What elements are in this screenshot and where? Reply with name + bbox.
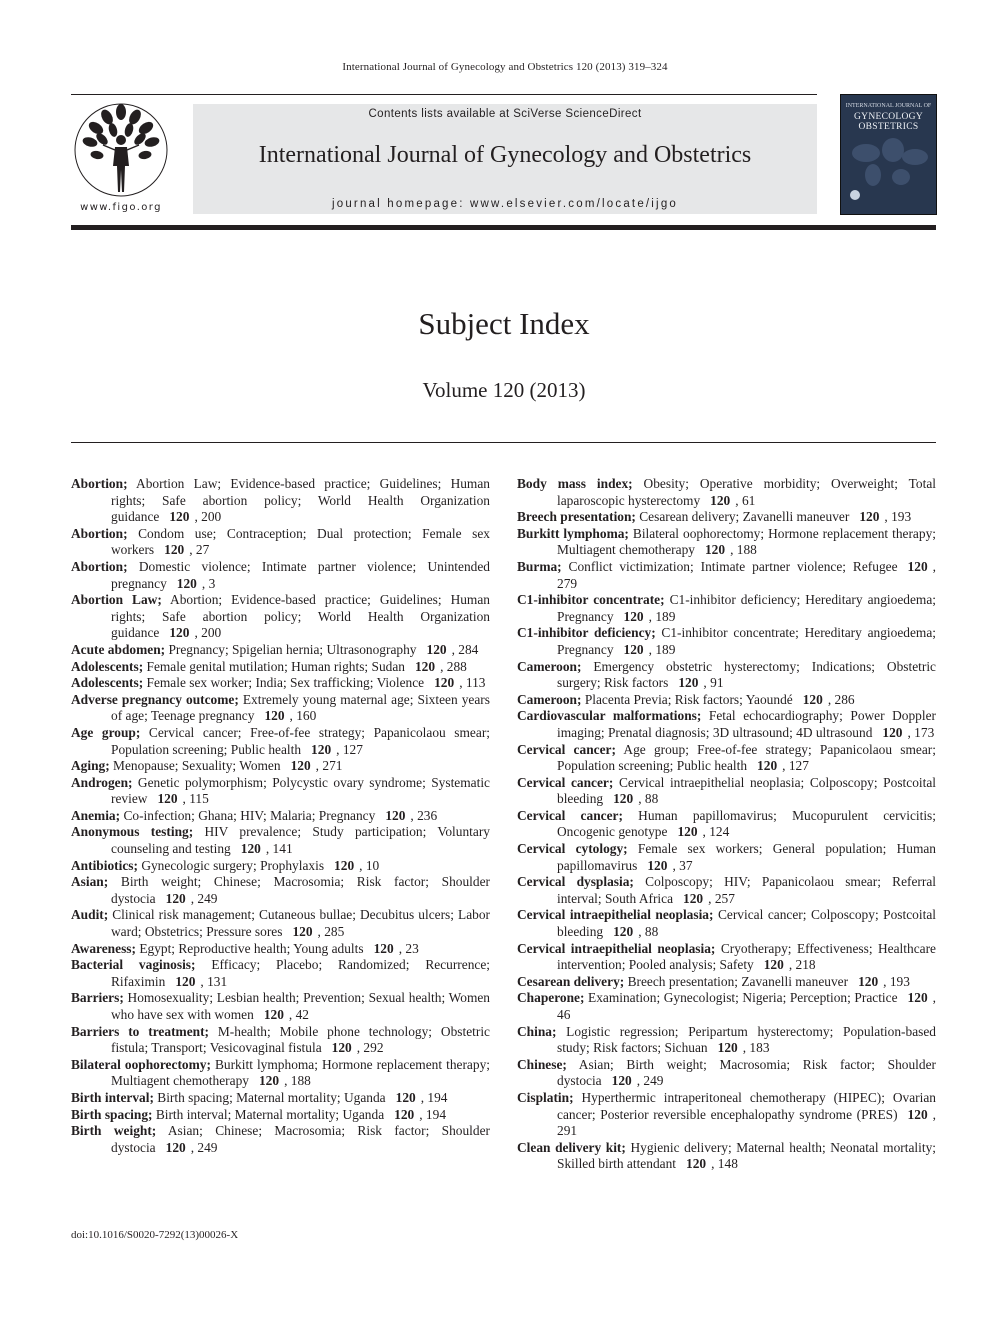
volume-number: 120 bbox=[611, 1073, 632, 1089]
index-entry bbox=[517, 907, 936, 940]
index-entry bbox=[517, 990, 936, 1023]
index-term: Cervical cancer; bbox=[517, 741, 616, 757]
index-entry bbox=[517, 526, 936, 559]
index-reference bbox=[264, 1007, 309, 1022]
index-entry bbox=[517, 742, 936, 775]
index-entry bbox=[71, 957, 490, 990]
contents-line: Contents lists available at SciVerse ScienceDirect bbox=[368, 108, 642, 120]
index-entry bbox=[71, 476, 490, 526]
page-number: , 189 bbox=[648, 641, 676, 657]
page-number: , 292 bbox=[356, 1040, 384, 1056]
page-number: , 131 bbox=[200, 973, 228, 989]
page-number: , 249 bbox=[190, 1139, 218, 1155]
index-term: Anemia; bbox=[71, 807, 121, 823]
volume-number: 120 bbox=[717, 1040, 738, 1056]
index-keywords: Clinical risk management; Cutaneous bullae; Decubitus ulcers; Labor ward; Obstetrics; Pressure sores bbox=[108, 907, 490, 940]
cover-subtitle: INTERNATIONAL JOURNAL OF bbox=[845, 103, 932, 109]
volume-number: 120 bbox=[414, 658, 436, 674]
volume-number: 120 bbox=[373, 940, 394, 956]
volume-number: 120 bbox=[858, 973, 879, 989]
page-number: , 173 bbox=[907, 724, 935, 740]
volume-number: 120 bbox=[264, 708, 285, 724]
index-term: Breech presentation; bbox=[517, 509, 636, 525]
page-number: , 218 bbox=[788, 957, 816, 973]
volume-number: 120 bbox=[176, 575, 197, 591]
index-reference bbox=[332, 1040, 384, 1055]
index-keywords: Birth interval; Maternal mortality; Uganda bbox=[152, 1106, 385, 1122]
index-reference bbox=[624, 609, 676, 624]
index-entry bbox=[517, 509, 936, 526]
volume-number: 120 bbox=[258, 1073, 280, 1089]
index-reference bbox=[647, 858, 692, 873]
index-keywords: Pregnancy; Spigelian hernia; Ultrasonography bbox=[165, 641, 417, 657]
index-keywords: Hygienic delivery; Maternal health; Neonatal mortality; Skilled birth attendant bbox=[557, 1139, 936, 1172]
index-keywords: Fetal echocardiography; Power Doppler imaging; Prenatal diagnosis; 3D ultrasound; 4D ultrasound bbox=[557, 708, 937, 740]
doi: doi:10.1016/S0020-7292(13)00026-X bbox=[71, 1229, 239, 1241]
volume-number: 120 bbox=[434, 675, 455, 691]
index-term: C1-inhibitor concentrate; bbox=[517, 592, 665, 608]
volume-number: 120 bbox=[175, 973, 196, 989]
journal-homepage: journal homepage: www.elsevier.com/locate/ijgo bbox=[331, 198, 679, 210]
index-term: Cervical cytology; bbox=[517, 841, 628, 857]
index-term: Abortion Law; bbox=[71, 592, 162, 608]
index-reference bbox=[415, 659, 467, 674]
page-number: , 113 bbox=[459, 675, 486, 691]
index-term: Age group; bbox=[71, 724, 141, 740]
index-keywords: Obesity; Operative morbidity; Overweight; Total laparoscopic hysterectomy bbox=[557, 476, 936, 508]
page-number: , 285 bbox=[317, 924, 345, 940]
title-divider bbox=[71, 442, 936, 443]
index-keywords: Examination; Gynecologist; Nigeria; Perception; Practice bbox=[584, 990, 898, 1006]
index-entry bbox=[517, 708, 936, 741]
index-term: Abortion; bbox=[71, 525, 128, 541]
index-keywords: C1-inhibitor deficiency; Hereditary angioedema; Pregnancy bbox=[557, 592, 936, 624]
index-keywords: Emergency obstetric hysterectomy; Indications; Obstetric surgery; Risk factors bbox=[557, 658, 936, 691]
index-entry bbox=[71, 559, 490, 592]
index-keywords: Hyperthermic intraperitoneal chemotherapy (HIPEC); Ovarian cancer; Posterior reversible encephalopathy syndrome (PRES) bbox=[557, 1089, 936, 1122]
index-reference bbox=[394, 1107, 446, 1122]
volume-number: 120 bbox=[623, 641, 644, 657]
index-entry bbox=[71, 907, 490, 940]
index-entry bbox=[71, 758, 490, 775]
volume-number: 120 bbox=[704, 542, 726, 558]
volume-number: 120 bbox=[802, 691, 823, 707]
index-keywords: Menopause; Sexuality; Women bbox=[109, 758, 281, 774]
index-entry bbox=[517, 1057, 936, 1090]
index-reference bbox=[624, 642, 676, 657]
page-number: , 193 bbox=[883, 973, 910, 989]
page-number: , 188 bbox=[284, 1073, 311, 1089]
index-keywords: Bilateral oophorectomy; Hormone replacement therapy; Multiagent chemotherapy bbox=[557, 525, 936, 558]
index-entry bbox=[71, 1024, 490, 1057]
page-title: Subject Index bbox=[418, 306, 590, 341]
index-reference bbox=[177, 576, 215, 591]
index-keywords: Cervical intraepithelial neoplasia; Colposcopy; Postcoital bleeding bbox=[557, 774, 936, 807]
index-keywords: Homosexuality; Lesbian health; Prevention; Sexual health; Women who have sex with women bbox=[111, 990, 490, 1022]
index-reference bbox=[710, 493, 755, 508]
index-term: Birth weight; bbox=[71, 1123, 157, 1139]
volume-number: 120 bbox=[677, 824, 698, 840]
page-number: , 249 bbox=[636, 1073, 664, 1089]
index-keywords: Age group; Free-of-fee strategy; Papanicolaou smear; Population screening; Public health bbox=[557, 741, 936, 774]
journal-cover-thumbnail bbox=[841, 95, 936, 214]
index-reference bbox=[292, 924, 344, 939]
volume-number: 120 bbox=[292, 924, 313, 940]
index-keywords: Cervical cancer; Colposcopy; Postcoital bleeding bbox=[557, 907, 936, 940]
index-keywords: Logistic regression; Peripartum hysterectomy; Population-based study; Risk factors; Sichuan bbox=[556, 1023, 936, 1056]
index-entry bbox=[517, 1024, 936, 1057]
index-entry bbox=[71, 725, 490, 758]
index-term: Adolescents; bbox=[71, 675, 144, 691]
volume-number: 120 bbox=[334, 857, 355, 873]
volume-number: 120 bbox=[647, 857, 668, 873]
volume-label: Volume 120 (2013) bbox=[422, 378, 586, 402]
index-reference bbox=[241, 841, 293, 856]
index-keywords: Female sex worker; India; Sex trafficking; Violence bbox=[143, 675, 425, 691]
index-reference bbox=[858, 974, 910, 989]
index-reference bbox=[613, 791, 658, 806]
index-entry bbox=[71, 642, 490, 659]
index-term: Androgen; bbox=[71, 774, 133, 790]
index-entry bbox=[517, 625, 936, 658]
volume-number: 120 bbox=[165, 1139, 186, 1155]
index-reference bbox=[175, 974, 227, 989]
page-number: , 188 bbox=[730, 542, 757, 558]
index-reference bbox=[259, 1073, 311, 1088]
index-term: C1-inhibitor deficiency; bbox=[517, 625, 656, 641]
index-reference bbox=[166, 1140, 218, 1155]
cover-title-line-2: OBSTETRICS bbox=[858, 122, 919, 132]
index-reference bbox=[311, 742, 363, 757]
index-keywords: C1-inhibitor concentrate; Hereditary angioedema; Pregnancy bbox=[557, 625, 936, 657]
index-entry bbox=[71, 775, 490, 808]
page-number: , 88 bbox=[638, 791, 659, 807]
index-entry bbox=[517, 775, 936, 808]
tree-figure-icon bbox=[71, 100, 171, 200]
index-keywords: Cryotherapy; Effectiveness; Healthcare intervention; Pooled analysis; Safety bbox=[557, 940, 936, 973]
volume-number: 120 bbox=[623, 608, 644, 624]
page-number: , 91 bbox=[703, 675, 724, 691]
index-reference bbox=[166, 891, 218, 906]
index-reference bbox=[678, 675, 723, 690]
index-term: Cameroon; bbox=[517, 691, 582, 707]
page-number: , 249 bbox=[190, 890, 218, 906]
index-entry bbox=[517, 941, 936, 974]
volume-number: 120 bbox=[907, 558, 928, 574]
index-entry bbox=[71, 675, 490, 692]
index-term: Barriers; bbox=[71, 990, 124, 1006]
index-term: Cervical intraepithelial neoplasia; bbox=[517, 907, 714, 923]
index-entry bbox=[71, 659, 490, 676]
index-entry bbox=[71, 592, 490, 642]
volume-number: 120 bbox=[613, 924, 634, 940]
index-keywords: Genetic polymorphism; Polycystic ovary syndrome; Systematic review bbox=[111, 774, 490, 807]
page-number: , 189 bbox=[648, 608, 676, 624]
index-keywords: Cesarean delivery; Zavanelli maneuver bbox=[635, 509, 850, 525]
volume-number: 120 bbox=[757, 758, 778, 774]
index-entry bbox=[71, 526, 490, 559]
volume-number: 120 bbox=[678, 675, 699, 691]
index-keywords: Burkitt lymphoma; Hormone replacement therapy; Multiagent chemotherapy bbox=[111, 1056, 490, 1089]
volume-number: 120 bbox=[686, 1156, 707, 1172]
index-term: Birth interval; bbox=[71, 1089, 154, 1105]
page-number: , 200 bbox=[194, 509, 222, 525]
page-number: , 127 bbox=[336, 741, 363, 757]
logo-url: www.figo.org bbox=[80, 202, 162, 213]
index-keywords: Asian; Birth weight; Macrosomia; Risk factor; Shoulder dystocia bbox=[557, 1056, 936, 1089]
index-entry bbox=[71, 692, 490, 725]
volume-number: 120 bbox=[683, 890, 704, 906]
index-term: Chaperone; bbox=[517, 990, 585, 1006]
index-term: Awareness; bbox=[71, 940, 136, 956]
index-entry bbox=[71, 1057, 490, 1090]
index-entry bbox=[71, 1090, 490, 1107]
index-term: Adolescents; bbox=[71, 658, 144, 674]
index-entry bbox=[517, 974, 936, 991]
page-number: , 200 bbox=[194, 625, 222, 641]
index-reference bbox=[396, 1090, 448, 1105]
index-reference bbox=[169, 509, 221, 524]
index-reference bbox=[164, 542, 209, 557]
index-column-right bbox=[517, 476, 936, 1173]
page-number: , 37 bbox=[672, 857, 693, 873]
index-term: Barriers to treatment; bbox=[71, 1023, 209, 1039]
index-reference bbox=[718, 1040, 770, 1055]
index-term: Burma; bbox=[517, 558, 562, 574]
index-term: Cisplatin; bbox=[517, 1089, 574, 1105]
index-reference bbox=[683, 891, 735, 906]
index-term: Cameroon; bbox=[517, 658, 582, 674]
index-term: Abortion; bbox=[71, 476, 128, 491]
volume-number: 120 bbox=[165, 890, 186, 906]
index-keywords: Human papillomavirus; Mucopurulent cervicitis; Oncogenic genotype bbox=[557, 807, 936, 840]
index-term: Acute abdomen; bbox=[71, 641, 166, 657]
page-number: , 115 bbox=[182, 791, 209, 807]
index-reference bbox=[613, 924, 658, 939]
index-term: Cervical intraepithelial neoplasia; bbox=[517, 940, 716, 956]
page-number: , 88 bbox=[638, 924, 659, 940]
index-reference bbox=[264, 708, 316, 723]
index-entry bbox=[71, 1107, 490, 1124]
page-number: , 257 bbox=[708, 890, 735, 906]
index-term: Clean delivery kit; bbox=[517, 1139, 626, 1155]
volume-number: 120 bbox=[385, 807, 406, 823]
index-entry bbox=[71, 941, 490, 958]
index-term: Chinese; bbox=[517, 1056, 567, 1072]
volume-number: 120 bbox=[240, 841, 261, 857]
page-number: , 160 bbox=[289, 708, 317, 724]
index-keywords: Extremely young maternal age; Sixteen years of age; Teenage pregnancy bbox=[111, 691, 490, 724]
volume-number: 120 bbox=[859, 509, 880, 525]
volume-number: 120 bbox=[763, 957, 784, 973]
page-number: , 46 bbox=[557, 990, 936, 1022]
index-entry bbox=[517, 874, 936, 907]
volume-number: 120 bbox=[613, 791, 634, 807]
index-reference bbox=[803, 692, 855, 707]
page-number: , 284 bbox=[451, 641, 479, 657]
index-term: Cervical cancer; bbox=[517, 807, 623, 823]
header-divider bbox=[71, 94, 817, 95]
index-reference bbox=[882, 725, 934, 740]
index-term: Abortion; bbox=[71, 558, 128, 574]
page-number: , 127 bbox=[782, 758, 809, 774]
index-keywords: Abortion; Evidence-based practice; Guidelines; Human rights; Safe abortion policy; World Health Organization guidance bbox=[111, 592, 490, 641]
page-number: , 23 bbox=[398, 940, 419, 956]
volume-number: 120 bbox=[394, 1106, 415, 1122]
page-number: , 183 bbox=[742, 1040, 770, 1056]
index-entry bbox=[71, 858, 490, 875]
index-keywords: Efficacy; Placebo; Randomized; Recurrence; Rifaximin bbox=[111, 957, 490, 989]
volume-number: 120 bbox=[169, 509, 190, 525]
index-term: Audit; bbox=[71, 907, 109, 923]
index-term: Asian; bbox=[71, 874, 109, 890]
index-term: Cervical cancer; bbox=[517, 774, 614, 790]
page-number: , 279 bbox=[557, 558, 936, 591]
index-reference bbox=[757, 758, 809, 773]
page-number: , 194 bbox=[420, 1089, 448, 1105]
volume-number: 120 bbox=[169, 625, 190, 641]
page-number: , 141 bbox=[265, 841, 293, 857]
index-entry bbox=[517, 841, 936, 874]
index-keywords: Colposcopy; HIV; Papanicolaou smear; Referral interval; South Africa bbox=[557, 874, 937, 906]
index-reference bbox=[705, 542, 757, 557]
index-reference bbox=[859, 509, 911, 524]
index-term: Birth spacing; bbox=[71, 1106, 153, 1122]
index-keywords: Placenta Previa; Risk factors; Yaoundé bbox=[581, 691, 793, 707]
volume-number: 120 bbox=[311, 741, 332, 757]
index-reference bbox=[764, 957, 816, 972]
index-term: Bilateral oophorectomy; bbox=[71, 1056, 211, 1072]
index-reference bbox=[686, 1156, 738, 1171]
index-keywords: Domestic violence; Intimate partner violence; Unintended pregnancy bbox=[111, 558, 490, 591]
volume-number: 120 bbox=[395, 1089, 416, 1105]
index-entry bbox=[71, 1123, 490, 1156]
index-entry bbox=[517, 659, 936, 692]
index-keywords: Abortion Law; Evidence-based practice; Guidelines; Human rights; Safe abortion policy; World Health Organization guidance bbox=[111, 476, 490, 525]
volume-number: 120 bbox=[263, 1007, 284, 1022]
index-term: China; bbox=[517, 1023, 557, 1039]
page-number: , 61 bbox=[735, 492, 756, 508]
index-keywords: Breech presentation; Zavanelli maneuver bbox=[624, 973, 849, 989]
index-reference bbox=[434, 675, 485, 690]
page-number: , 271 bbox=[315, 758, 343, 774]
cover-title-line-1: GYNECOLOGY bbox=[854, 112, 923, 122]
page-number: , 148 bbox=[711, 1156, 738, 1172]
index-entry bbox=[71, 874, 490, 907]
index-keywords: Asian; Chinese; Macrosomia; Risk factor; Shoulder dystocia bbox=[111, 1123, 490, 1155]
volume-number: 120 bbox=[907, 1106, 928, 1122]
index-keywords: Condom use; Contraception; Dual protection; Female sex workers bbox=[111, 525, 490, 558]
page-number: , 286 bbox=[827, 691, 855, 707]
page-number: , 3 bbox=[201, 575, 216, 591]
index-entry bbox=[71, 808, 490, 825]
index-reference bbox=[291, 758, 343, 773]
page-number: , 236 bbox=[410, 807, 438, 823]
index-column-left bbox=[71, 476, 490, 1156]
index-reference bbox=[427, 642, 479, 657]
volume-number: 120 bbox=[907, 990, 928, 1006]
index-keywords: Female sex workers; General population; Human papillomavirus bbox=[557, 841, 936, 873]
index-keywords: Gynecologic surgery; Prophylaxis bbox=[137, 857, 325, 873]
header-thick-rule bbox=[71, 225, 936, 230]
index-entry bbox=[517, 808, 936, 841]
index-term: Anonymous testing; bbox=[71, 824, 194, 840]
cover-title bbox=[841, 112, 936, 132]
index-term: Adverse pregnancy outcome; bbox=[71, 691, 239, 707]
index-reference bbox=[374, 941, 419, 956]
volume-number: 120 bbox=[882, 724, 903, 740]
volume-number: 120 bbox=[426, 641, 447, 657]
index-entry bbox=[517, 692, 936, 709]
page-number: , 288 bbox=[440, 658, 467, 674]
index-reference bbox=[612, 1073, 664, 1088]
page-number: , 194 bbox=[419, 1106, 447, 1122]
index-reference bbox=[677, 824, 729, 839]
index-entry bbox=[71, 990, 490, 1023]
index-entry bbox=[517, 1090, 936, 1140]
journal-citation: International Journal of Gynecology and Obstetrics 120 (2013) 319–324 bbox=[342, 61, 668, 73]
page-number: , 124 bbox=[702, 824, 730, 840]
index-keywords: Birth spacing; Maternal mortality; Uganda bbox=[153, 1089, 386, 1105]
index-term: Cesarean delivery; bbox=[517, 973, 625, 989]
index-entry bbox=[517, 1140, 936, 1173]
page-number: , 291 bbox=[557, 1106, 936, 1139]
index-term: Antibiotics; bbox=[71, 857, 138, 873]
index-entry bbox=[517, 476, 936, 509]
volume-number: 120 bbox=[157, 791, 178, 807]
page-number: , 27 bbox=[189, 542, 210, 558]
index-keywords: Birth weight; Chinese; Macrosomia; Risk factor; Shoulder dystocia bbox=[108, 874, 490, 906]
index-entry bbox=[517, 559, 936, 592]
index-reference bbox=[385, 808, 437, 823]
index-reference bbox=[157, 791, 208, 806]
index-keywords: Female genital mutilation; Human rights; Sudan bbox=[143, 658, 405, 674]
volume-number: 120 bbox=[331, 1040, 352, 1056]
index-term: Aging; bbox=[71, 758, 110, 774]
index-reference bbox=[334, 858, 379, 873]
figo-logo bbox=[71, 100, 171, 218]
volume-number: 120 bbox=[164, 542, 185, 558]
index-term: Body mass index; bbox=[517, 476, 633, 491]
index-keywords: Conflict victimization; Intimate partner violence; Refugee bbox=[561, 558, 898, 574]
volume-number: 120 bbox=[290, 758, 311, 774]
index-entry bbox=[517, 592, 936, 625]
index-term: Cardiovascular malformations; bbox=[517, 708, 702, 724]
index-reference bbox=[169, 625, 221, 640]
journal-masthead bbox=[193, 104, 817, 214]
index-keywords: HIV prevalence; Study participation; Voluntary counseling and testing bbox=[111, 824, 490, 857]
index-keywords: M-health; Mobile phone technology; Obstetric fistula; Transport; Vesicovaginal fistula bbox=[111, 1023, 490, 1056]
index-term: Bacterial vaginosis; bbox=[71, 957, 196, 973]
index-term: Burkitt lymphoma; bbox=[517, 525, 629, 541]
page-number: , 10 bbox=[359, 857, 380, 873]
index-entry bbox=[71, 824, 490, 857]
index-keywords: Co-infection; Ghana; HIV; Malaria; Pregnancy bbox=[120, 807, 376, 823]
journal-title: International Journal of Gynecology and Obstetrics bbox=[258, 142, 752, 168]
page-number: , 193 bbox=[884, 509, 912, 525]
index-term: Cervical dysplasia; bbox=[517, 874, 634, 890]
volume-number: 120 bbox=[710, 492, 731, 508]
index-keywords: Egypt; Reproductive health; Young adults bbox=[135, 940, 364, 956]
page-number: , 42 bbox=[288, 1007, 309, 1022]
index-keywords: Cervical cancer; Free-of-fee strategy; Papanicolaou smear; Population screening; Public health bbox=[111, 724, 490, 757]
